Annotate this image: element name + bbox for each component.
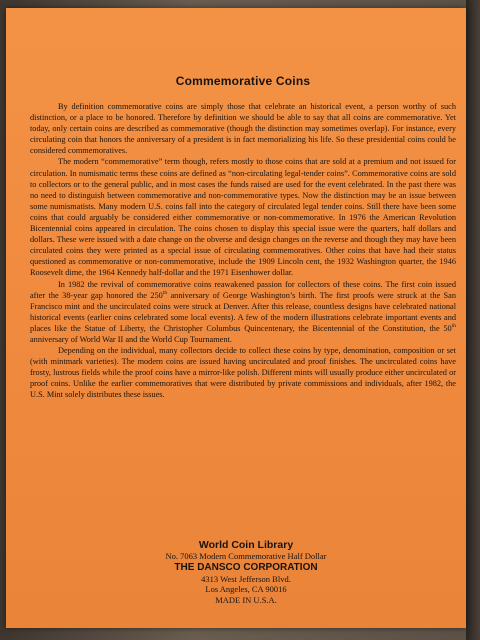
product-number: No. 7063 Modern Commemorative Half Dollar xyxy=(165,551,327,561)
revival-text-start: In 1982 the revival of commemorative coins reawakened passion for collectors of these coins. The first coin issued after the 38-year gap honored the 250 xyxy=(30,279,456,300)
library-name: World Coin Library xyxy=(198,539,294,551)
album-spine xyxy=(466,0,480,640)
company-address: 4313 West Jefferson Blvd. xyxy=(201,573,291,584)
made-in-label: MADE IN U.S.A. xyxy=(215,594,277,605)
paragraph-collecting: Depending on the individual, many collectors decide to collect these coins by type, denomination, composition or set (with mintmark varieties). The modern coins are issued having uncirculated and proof finishes. The uncirculated coins have frosty, lustrous fields while the proof coins have a mirror-like polish. Different mints will usually produce either uncirculated or proof coins. Unlike the earlier commemoratives that were distributed by private commissions and individuals, after 1982, the U.S. Mint solely distributes these issues. xyxy=(30,346,456,400)
revival-text-end: anniversary of World War II and the World Cup Tournament. xyxy=(30,334,232,344)
revival-text-middle: anniversary of George Washington’s birth. The first proofs were struck at the San Francisco mint and the uncirculated coins were struck at Denver. After this release, countless designs have celebrated national historical events (earlier coins celebrated some local events). A few of the modern illustrations celebrate important events and places like the Statue of Liberty, the Christopher Columbus Quincentenary, the Bicentennial of the Constitution, the 50 xyxy=(30,290,456,333)
album-page xyxy=(6,8,466,628)
paragraph-definition: By definition commemorative coins are simply those that celebrate an historical event, a person worthy of such distinction, or a place to be honored. Therefore by definition we should be able to say that all coins are commemorative. Yet today, only certain coins are described as commemorative (though the distinction may sometimes overlap). For instance, every circulating coin that honors the anniversary of a president is in fact memorializing his life. So these presidential coins could be considered commemoratives. xyxy=(30,102,456,156)
page-title: Commemorative Coins xyxy=(175,74,311,88)
publisher-footer xyxy=(116,539,376,605)
ordinal-suffix: th xyxy=(162,289,168,296)
company-city: Los Angeles, CA 90016 xyxy=(205,584,287,595)
ordinal-suffix: th xyxy=(451,323,456,330)
article xyxy=(30,74,456,401)
company-name: THE DANSCO CORPORATION xyxy=(174,561,318,573)
paragraph-modern-term: The modern “commemorative” term though, refers mostly to those coins that are sold at a premium and not issued for circulation. In numismatic terms these coins are defined as “non-circulating legal-tender coins”. Commemorative coins are sold to collectors or to the general public, and in most cases the funds raised are used for the event celebrated. In the past there was no need to distinguish between commemorative and non-commemorative types. Now the distinction may be an issue between some numismatists. Many modern U.S. coins fall into the category of circulated legal tender coins. Still there have been some coins that could arguably be considered either commemorative or non-commemorative. In 1976 the American Revolution Bicentennial coins appeared in circulation. The coins chosen to display this special issue were the quarters, half dollars and dollars. These were issued with a date change on the obverse and design changes on the reverse and though they may have been circulated coins they were printed as a special issue of circulating commemoratives. Other coins that have had their status questioned as commemorative or non-commemorative, include the 1909 Lincoln cent, the 1932 Washington quarter, the 1946 Roosevelt dime, the 1964 Kennedy half-dollar and the 1971 Eisenhower dollar. xyxy=(30,157,456,278)
paragraph-revival xyxy=(30,279,456,346)
